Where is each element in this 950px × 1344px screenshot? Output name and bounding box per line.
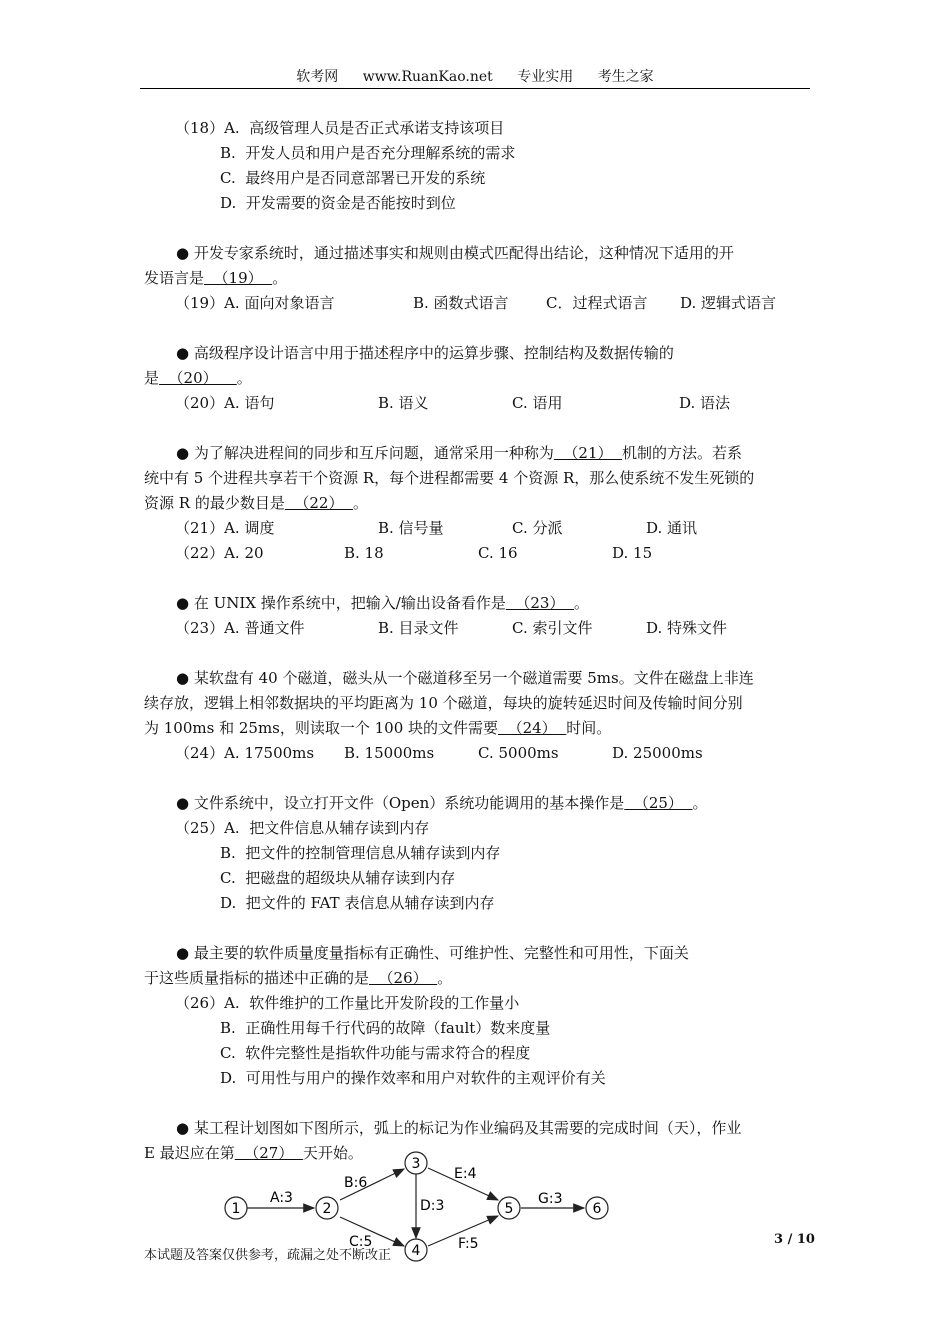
- q18-option-a: （18）A. 高级管理人员是否正式承诺支持该项目: [175, 119, 505, 137]
- edge-g-label: G:3: [538, 1191, 563, 1207]
- edge-a-label: A:3: [270, 1190, 293, 1206]
- q23-option-c: C. 索引文件: [512, 619, 593, 637]
- edge-b-label: B:6: [344, 1175, 368, 1191]
- question-20: [144, 341, 812, 416]
- q22-option-d: D. 15: [612, 544, 653, 562]
- q23-option-d: D. 特殊文件: [646, 619, 728, 637]
- q19-option-b: B. 函数式语言: [413, 294, 509, 312]
- q21-options: [144, 516, 812, 541]
- svg-text:4: 4: [411, 1243, 421, 1259]
- q19-option-c: C．过程式语言: [546, 294, 648, 312]
- page-number: 3 / 10: [774, 1232, 815, 1247]
- q24-stem-line2: 续存放，逻辑上相邻数据块的平均距离为 10 个磁道，每块的旋转延迟时间及传输时间分别: [144, 694, 743, 712]
- edge-c-label: C:5: [349, 1234, 373, 1250]
- q23-stem: ● 在 UNIX 操作系统中，把输入/输出设备看作是 （23） 。: [176, 594, 590, 612]
- node-5: [498, 1197, 520, 1219]
- svg-text:5: 5: [504, 1201, 514, 1217]
- q20-option-d: D. 语法: [679, 394, 731, 412]
- footer-disclaimer: 本试题及答案仅供参考，疏漏之处不断改正: [144, 1248, 392, 1263]
- q21-option-d: D. 通讯: [646, 519, 698, 537]
- q20-option-c: C. 语用: [512, 394, 563, 412]
- edge-e-label: E:4: [454, 1166, 477, 1182]
- edge-f-label: F:5: [458, 1236, 479, 1252]
- q27-stem-line2: E 最迟应在第 （27） 天开始。: [144, 1144, 363, 1162]
- question-24: [144, 666, 812, 766]
- q18-option-b: B. 开发人员和用户是否充分理解系统的需求: [220, 144, 516, 162]
- header-slogan-1: 专业实用: [517, 69, 574, 85]
- question-19: [144, 241, 812, 316]
- q23-blank: （23）: [505, 594, 574, 612]
- q24-option-c: C. 5000ms: [478, 744, 559, 762]
- q20-options: [144, 391, 812, 416]
- q21-blank: （21）: [553, 444, 623, 462]
- q20-option-b: B. 语义: [378, 394, 429, 412]
- q24-stem-line3: 为 100ms 和 25ms，则读取一个 100 块的文件需要 （24） 时间。: [144, 719, 612, 737]
- question-26: [144, 941, 812, 1091]
- q21-stem-line3: 资源 R 的最少数目是 （22） 。: [144, 494, 369, 512]
- q19-option-d: D. 逻辑式语言: [680, 294, 777, 312]
- q26-stem-line1: ● 最主要的软件质量度量指标有正确性、可维护性、完整性和可用性，下面关: [176, 944, 689, 962]
- q22-option-b: B. 18: [344, 544, 384, 562]
- q21-option-c: C. 分派: [512, 519, 563, 537]
- q26-option-b: B. 正确性用每千行代码的故障（fault）数来度量: [220, 1019, 551, 1037]
- q23-option-b: B. 目录文件: [378, 619, 459, 637]
- q25-option-b: B. 把文件的控制管理信息从辅存读到内存: [220, 844, 501, 862]
- q25-stem: ● 文件系统中，设立打开文件（Open）系统功能调用的基本操作是 （25） 。: [176, 794, 708, 812]
- q25-option-c: C. 把磁盘的超级块从辅存读到内存: [220, 869, 456, 887]
- q23-option-a: （23）A. 普通文件: [175, 619, 305, 637]
- svg-text:6: 6: [592, 1201, 602, 1217]
- q24-option-d: D. 25000ms: [612, 744, 703, 762]
- header-slogan-2: 考生之家: [597, 69, 654, 85]
- q24-option-a: （24）A. 17500ms: [175, 744, 315, 762]
- question-18: [144, 116, 812, 216]
- svg-text:1: 1: [231, 1201, 241, 1217]
- node-4: [405, 1239, 427, 1261]
- q21-stem-line1: ● 为了解决进程间的同步和互斥问题，通常采用一种称为 （21） 机制的方法。若系: [176, 444, 743, 462]
- q22-option-a: （22）A. 20: [175, 544, 264, 562]
- svg-text:3: 3: [411, 1156, 421, 1172]
- node-1: [225, 1197, 247, 1219]
- q18-option-d: D. 开发需要的资金是否能按时到位: [220, 194, 456, 212]
- q22-option-c: C. 16: [478, 544, 518, 562]
- header-site-name: 软考网: [296, 69, 339, 85]
- q21-option-b: B. 信号量: [378, 519, 444, 537]
- q26-option-d: D. 可用性与用户的操作效率和用户对软件的主观评价有关: [220, 1069, 606, 1087]
- question-25: [144, 791, 812, 916]
- q19-stem-line2: 发语言是 （19） 。: [144, 269, 288, 287]
- page-content: [144, 116, 812, 1166]
- q19-stem-line1: ● 开发专家系统时，通过描述事实和规则由模式匹配得出结论，这种情况下适用的开: [176, 244, 734, 262]
- q20-stem-line1: ● 高级程序设计语言中用于描述程序中的运算步骤、控制结构及数据传输的: [176, 344, 674, 362]
- q24-options: [144, 741, 812, 766]
- svg-text:2: 2: [322, 1201, 332, 1217]
- q27-stem-line1: ● 某工程计划图如下图所示，弧上的标记为作业编码及其需要的完成时间（天），作业: [176, 1119, 742, 1137]
- page-header: [140, 66, 810, 89]
- q25-blank: （25）: [624, 794, 693, 812]
- q23-options: [144, 616, 812, 641]
- header-url[interactable]: www.RuanKao.net: [362, 69, 493, 85]
- q20-stem-line2: 是 （20） 。: [144, 369, 252, 387]
- question-23: [144, 591, 812, 641]
- q24-stem-line1: ● 某软盘有 40 个磁道，磁头从一个磁道移至另一个磁道需要 5ms。文件在磁盘上非连: [176, 669, 754, 687]
- q19-blank: （19）: [204, 269, 273, 287]
- q20-blank: （20）: [159, 369, 237, 387]
- node-3: [405, 1152, 427, 1174]
- q21-option-a: （21）A. 调度: [175, 519, 275, 537]
- q24-option-b: B. 15000ms: [344, 744, 435, 762]
- q22-blank: （22）: [284, 494, 354, 512]
- q19-options: [144, 291, 812, 316]
- q22-options: [144, 541, 812, 566]
- q25-option-d: D. 把文件的 FAT 表信息从辅存读到内存: [220, 894, 495, 912]
- q26-option-c: C. 软件完整性是指软件功能与需求符合的程度: [220, 1044, 531, 1062]
- question-21-22: [144, 441, 812, 566]
- q26-option-a: （26）A. 软件维护的工作量比开发阶段的工作量小: [175, 994, 520, 1012]
- node-2: [316, 1197, 338, 1219]
- edge-d-label: D:3: [420, 1198, 445, 1214]
- q26-blank: （26）: [369, 969, 438, 987]
- q18-option-c: C. 最终用户是否同意部署已开发的系统: [220, 169, 486, 187]
- node-6: [586, 1197, 608, 1219]
- q20-option-a: （20）A. 语句: [175, 394, 275, 412]
- q19-option-a: （19）A. 面向对象语言: [175, 294, 335, 312]
- q24-blank: （24）: [498, 719, 567, 737]
- q26-stem-line2: 于这些质量指标的描述中正确的是 （26） 。: [144, 969, 453, 987]
- q21-stem-line2: 统中有 5 个进程共享若干个资源 R，每个进程都需要 4 个资源 R，那么使系统不发生死锁的: [144, 469, 755, 487]
- q25-option-a: （25）A. 把文件信息从辅存读到内存: [175, 819, 430, 837]
- q27-blank: （27）: [234, 1144, 303, 1162]
